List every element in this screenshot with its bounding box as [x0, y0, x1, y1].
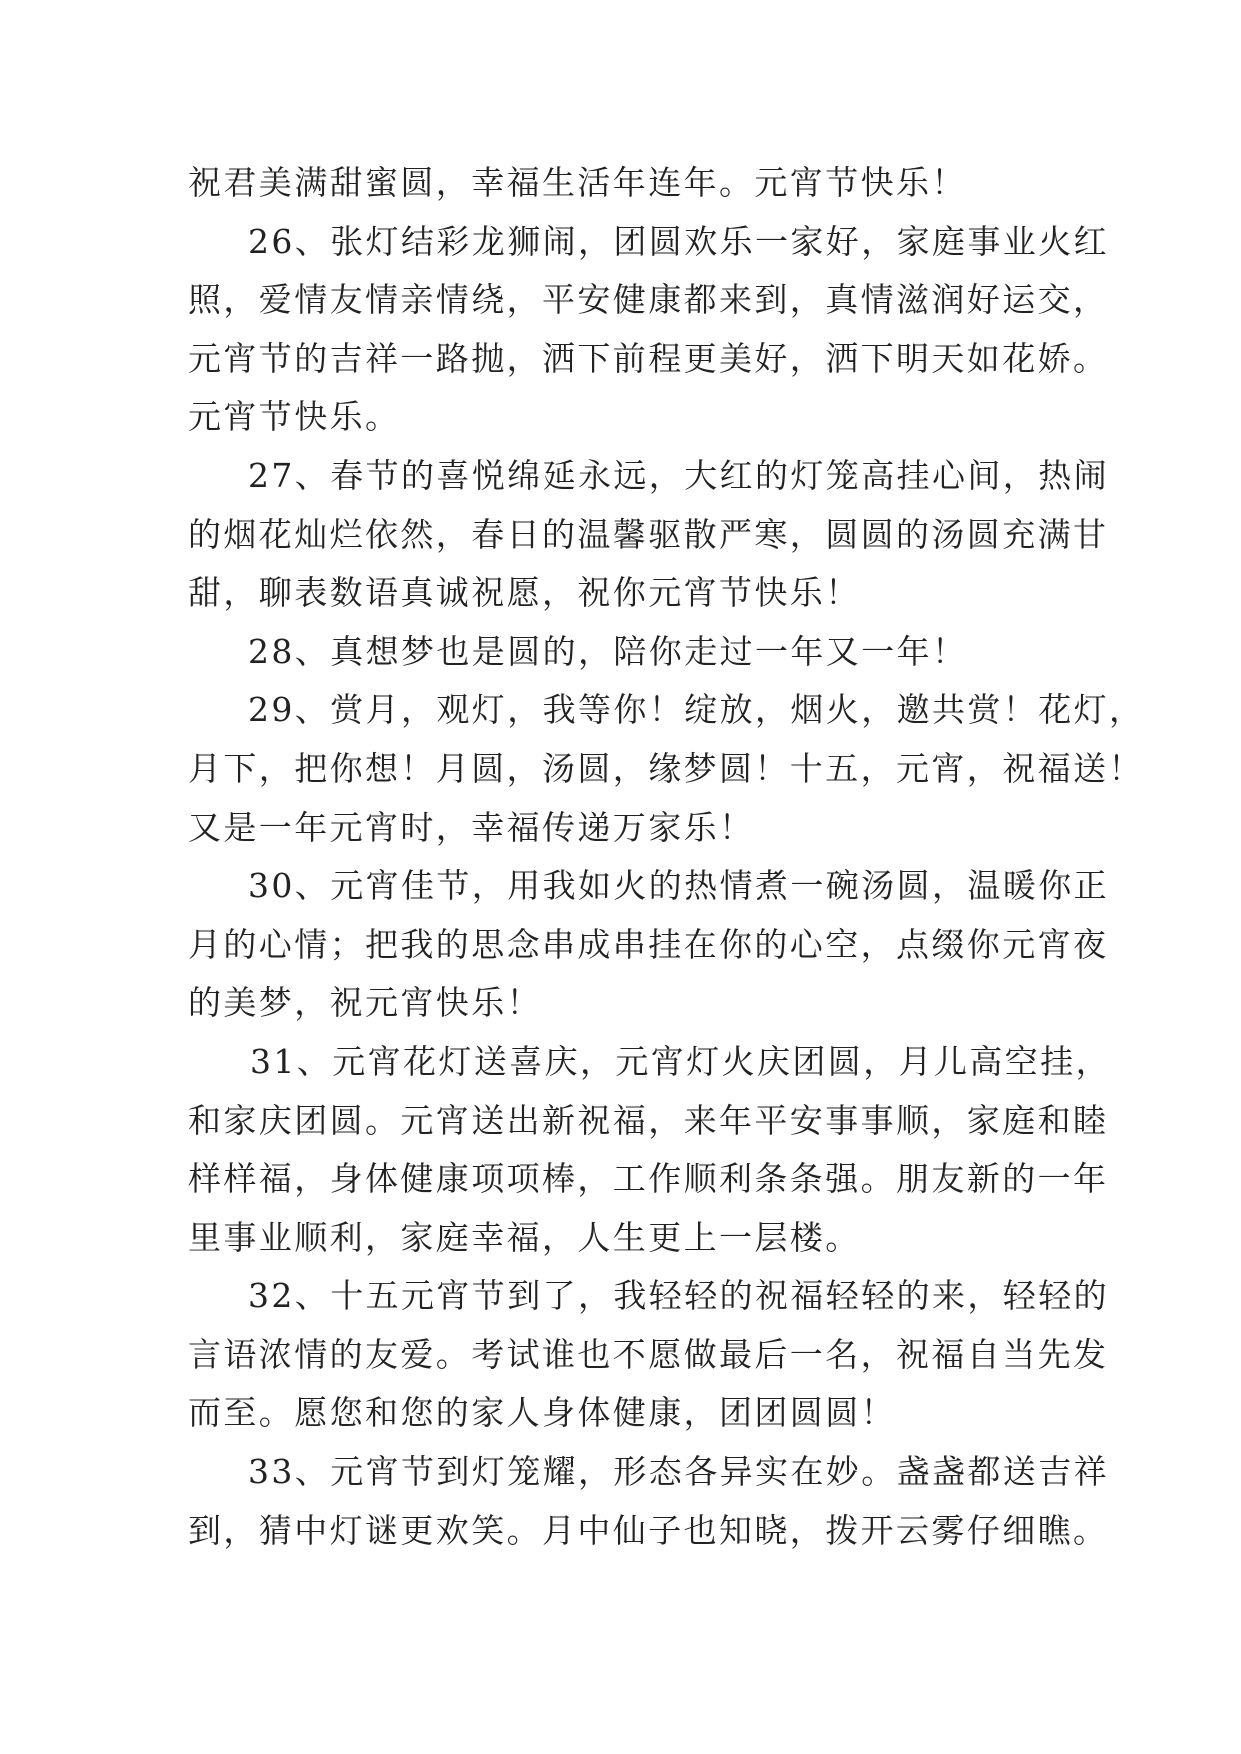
text-line: 月的心情；把我的思念串成串挂在你的心空，点缀你元宵夜	[188, 924, 1109, 964]
text-line: 样样福，身体健康项项棒，工作顺利条条强。朋友新的一年	[188, 1159, 1109, 1199]
paragraph-28-first-line: 28、真想梦也是圆的，陪你走过一年又一年！	[248, 631, 968, 671]
text-line: 的烟花灿烂依然，春日的温馨驱散严寒，圆圆的汤圆充满甘	[188, 514, 1109, 554]
paragraph-29-first-line: 29、赏月，观灯，我等你！绽放，烟火，邀共赏！花灯，	[248, 690, 1145, 730]
document-body	[188, 154, 1145, 1560]
text-line: 元宵节快乐。	[188, 397, 401, 437]
text-line: 的美梦，祝元宵快乐！	[188, 983, 542, 1023]
text-line: 里事业顺利，家庭幸福，人生更上一层楼。	[188, 1217, 861, 1257]
text-line: 祝君美满甜蜜圆，幸福生活年连年。元宵节快乐！	[188, 163, 967, 202]
paragraph-26-first-line: 26、张灯结彩龙狮闹，团圆欢乐一家好，家庭事业火红	[248, 221, 1109, 261]
text-line: 又是一年元宵时，幸福传递万家乐！	[188, 807, 755, 847]
text-line: 而至。愿您和您的家人身体健康，团团圆圆！	[188, 1393, 896, 1433]
paragraph-30-first-line: 30、元宵佳节，用我如火的热情煮一碗汤圆，温暖你正	[248, 866, 1109, 906]
paragraph-27-first-line: 27、春节的喜悦绵延永远，大红的灯笼高挂心间，热闹	[248, 455, 1109, 495]
paragraph-31-first-line: 31、元宵花灯送喜庆，元宵灯火庆团圆，月儿高空挂，	[250, 1041, 1111, 1081]
text-line: 到，猜中灯谜更欢笑。月中仙子也知晓，拨开云雾仔细瞧。	[188, 1510, 1109, 1550]
text-line: 甜，聊表数语真诚祝愿，祝你元宵节快乐！	[188, 573, 861, 613]
text-line: 月下，把你想！月圆，汤圆，缘梦圆！十五，元宵，祝福送！	[188, 748, 1144, 788]
paragraph-33-first-line: 33、元宵节到灯笼耀，形态各异实在妙。盏盏都送吉祥	[248, 1452, 1109, 1492]
text-line: 元宵节的吉祥一路抛，洒下前程更美好，洒下明天如花娇。	[188, 338, 1109, 378]
text-line: 言语浓情的友爱。考试谁也不愿做最后一名，祝福自当先发	[188, 1334, 1109, 1374]
text-line: 照，爱情友情亲情绕，平安健康都来到，真情滋润好运交，	[188, 280, 1109, 320]
paragraph-32-first-line: 32、十五元宵节到了，我轻轻的祝福轻轻的来，轻轻的	[248, 1276, 1109, 1316]
text-line: 和家庆团圆。元宵送出新祝福，来年平安事事顺，家庭和睦	[188, 1100, 1109, 1140]
